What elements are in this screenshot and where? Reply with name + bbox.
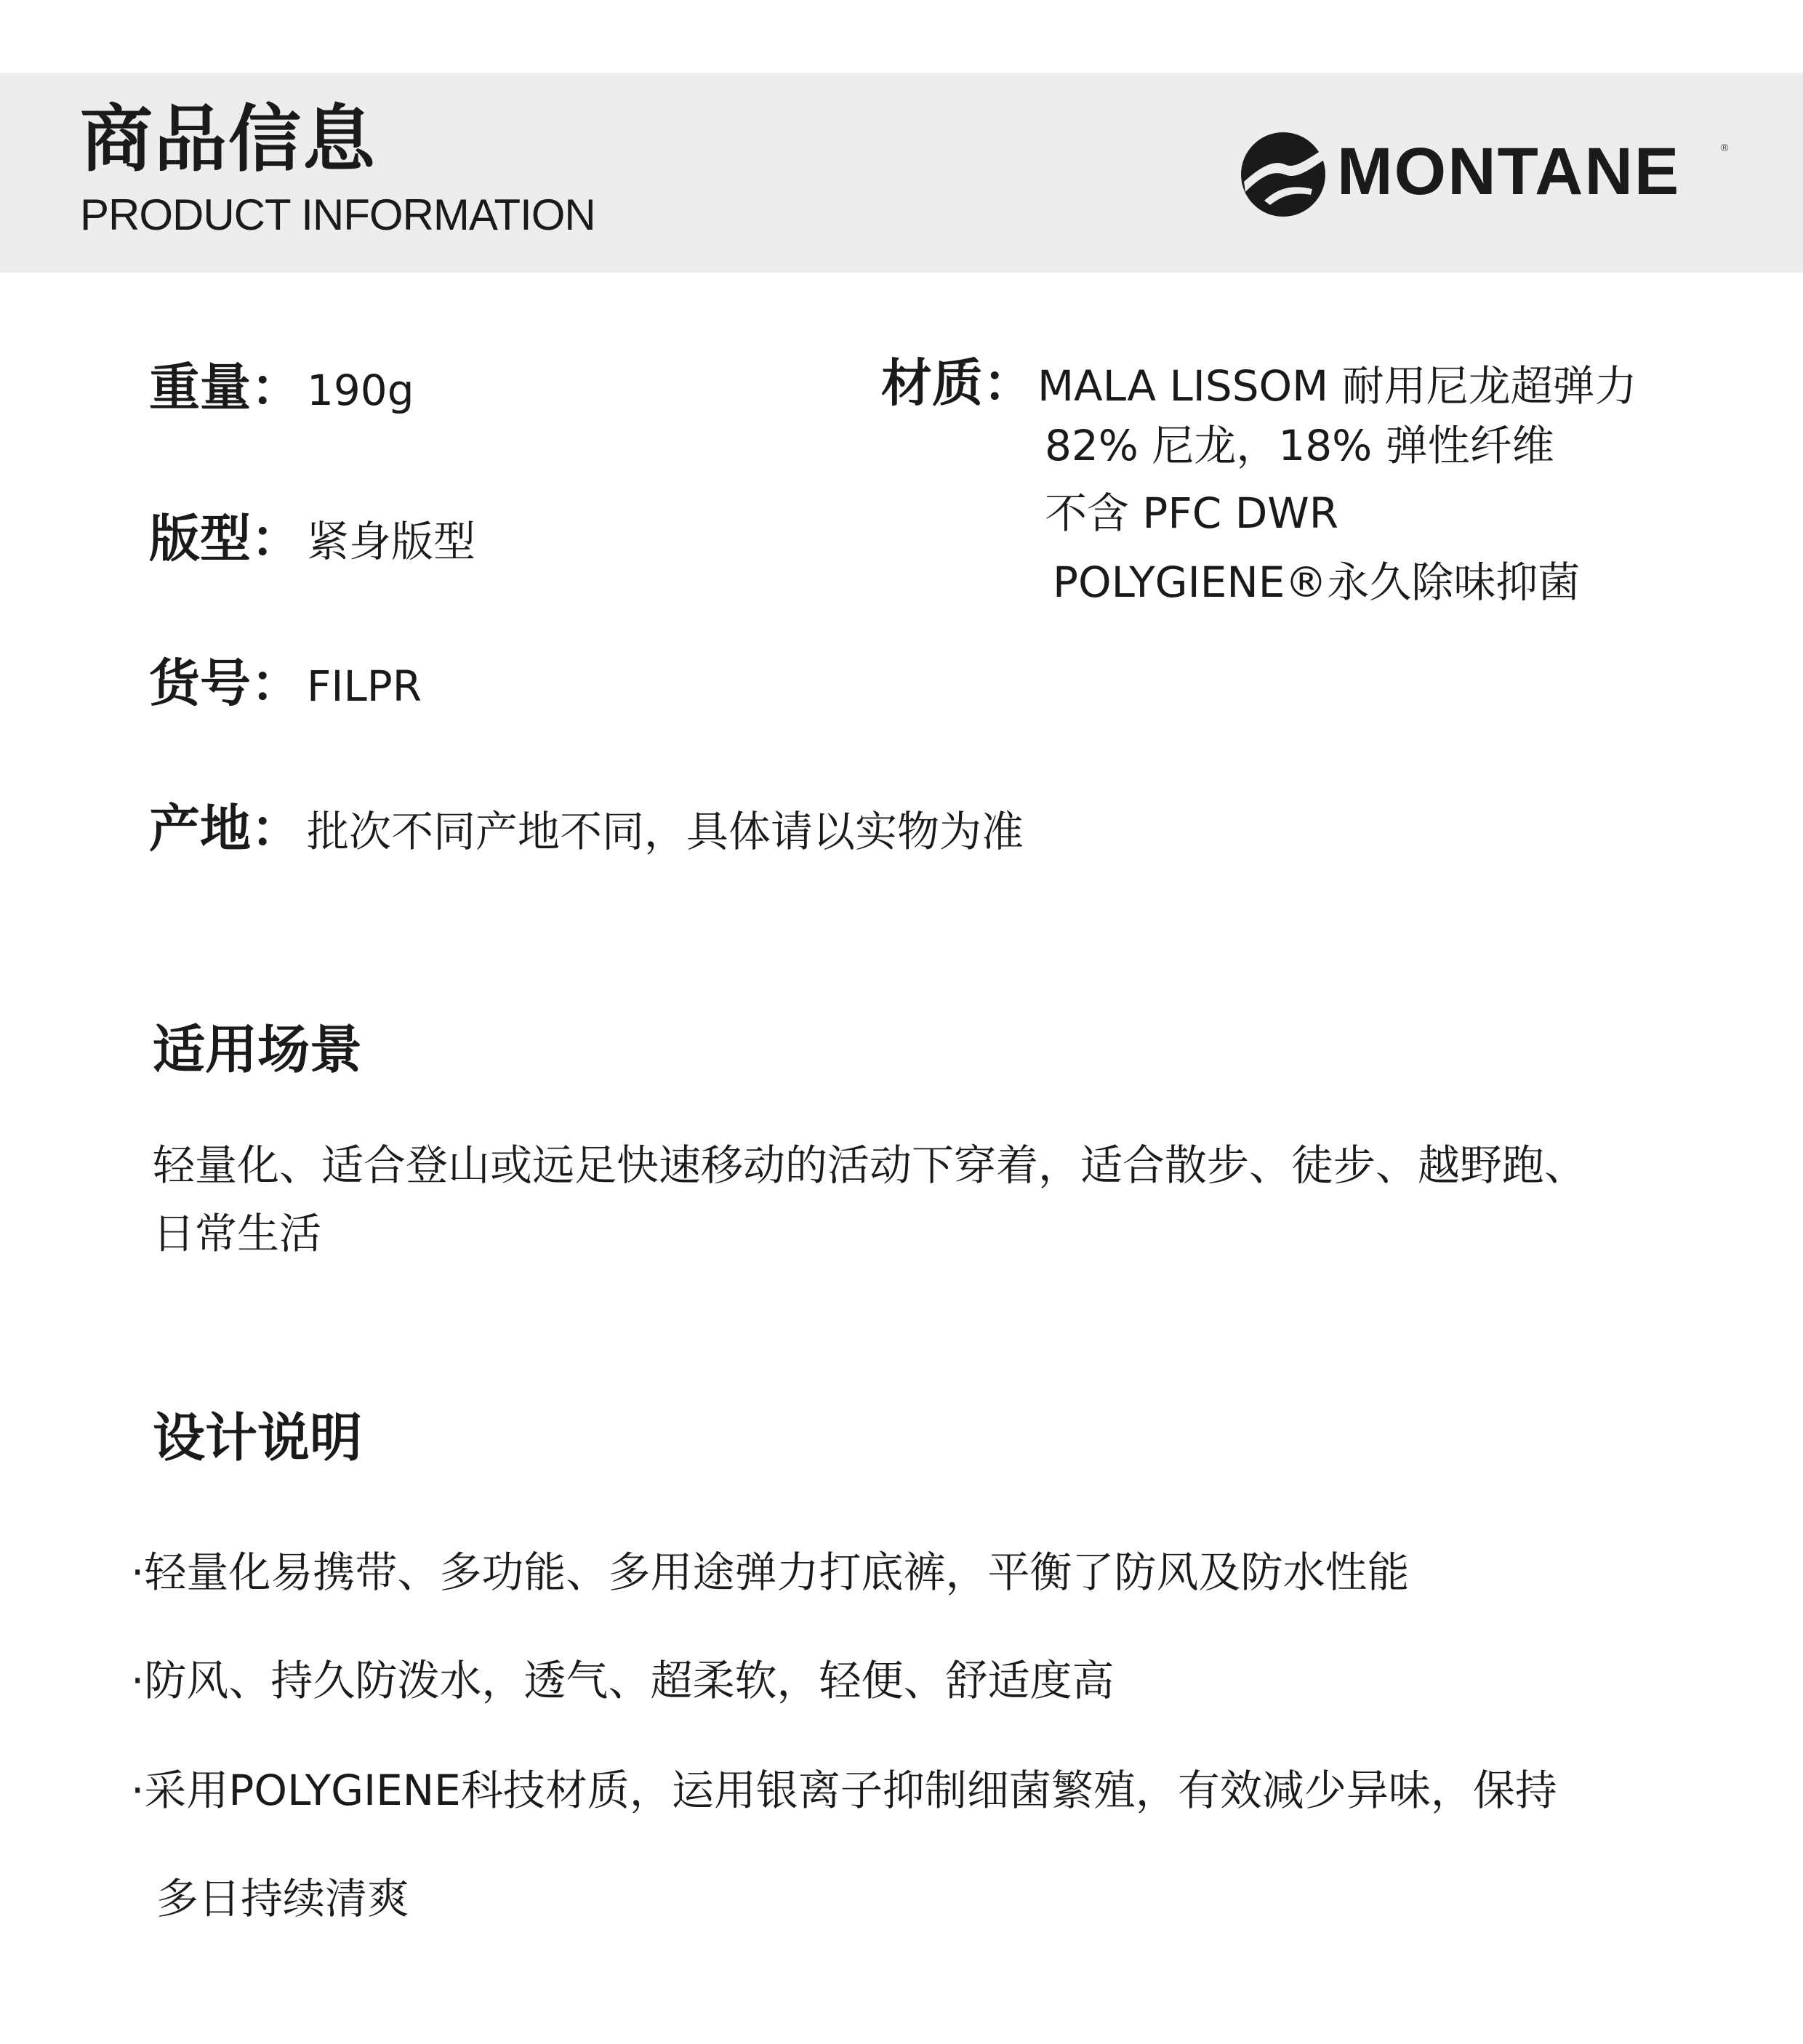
material-line: POLYGIENE®永久除味抑菌	[1053, 558, 1581, 607]
design-bullet: ·轻量化易携带、多功能、多用途弹力打底裤，平衡了防风及防水性能	[131, 1548, 1410, 1597]
material-line: MALA LISSOM 耐用尼龙超弹力	[1037, 361, 1637, 411]
origin-label: 产地：	[149, 799, 302, 858]
weight-value: 190g	[307, 366, 414, 415]
design-bullet: ·采用POLYGIENE科技材质，运用银离子抑制细菌繁殖，有效减少异味，保持	[131, 1766, 1557, 1815]
usage-line: 轻量化、适合登山或远足快速移动的活动下穿着，适合散步、徒步、越野跑、	[153, 1140, 1587, 1190]
weight-label: 重量：	[149, 358, 302, 417]
fit-label: 版型：	[149, 509, 302, 568]
material-line: 82% 尼龙，18% 弹性纤维	[1045, 421, 1554, 470]
usage-description	[153, 1131, 1701, 1268]
usage-section-title: 适用场景	[153, 1019, 363, 1080]
origin-value: 批次不同产地不同，具体请以实物为准	[307, 807, 1024, 856]
sku-value: FILPR	[307, 661, 422, 711]
sku-label: 货号：	[149, 653, 302, 713]
page-title: 商品信息	[80, 97, 377, 182]
brand-name: MONTANE	[1337, 134, 1681, 209]
material-label: 材质：	[881, 353, 1034, 413]
page-subtitle: PRODUCT INFORMATION	[80, 190, 595, 239]
brand-registered-mark: ®	[1719, 142, 1730, 154]
brand-logo	[1240, 131, 1734, 218]
page-header	[0, 73, 1803, 273]
material-line: 不含 PFC DWR	[1045, 488, 1339, 538]
usage-line: 日常生活	[153, 1209, 322, 1258]
fit-value: 紧身版型	[307, 517, 476, 566]
design-bullet-continuation: 多日持续清爽	[156, 1874, 410, 1923]
design-bullet: ·防风、持久防泼水，透气、超柔软，轻便、舒适度高	[131, 1656, 1115, 1705]
design-section-title: 设计说明	[153, 1407, 363, 1468]
mountain-logo-icon	[1240, 131, 1327, 218]
